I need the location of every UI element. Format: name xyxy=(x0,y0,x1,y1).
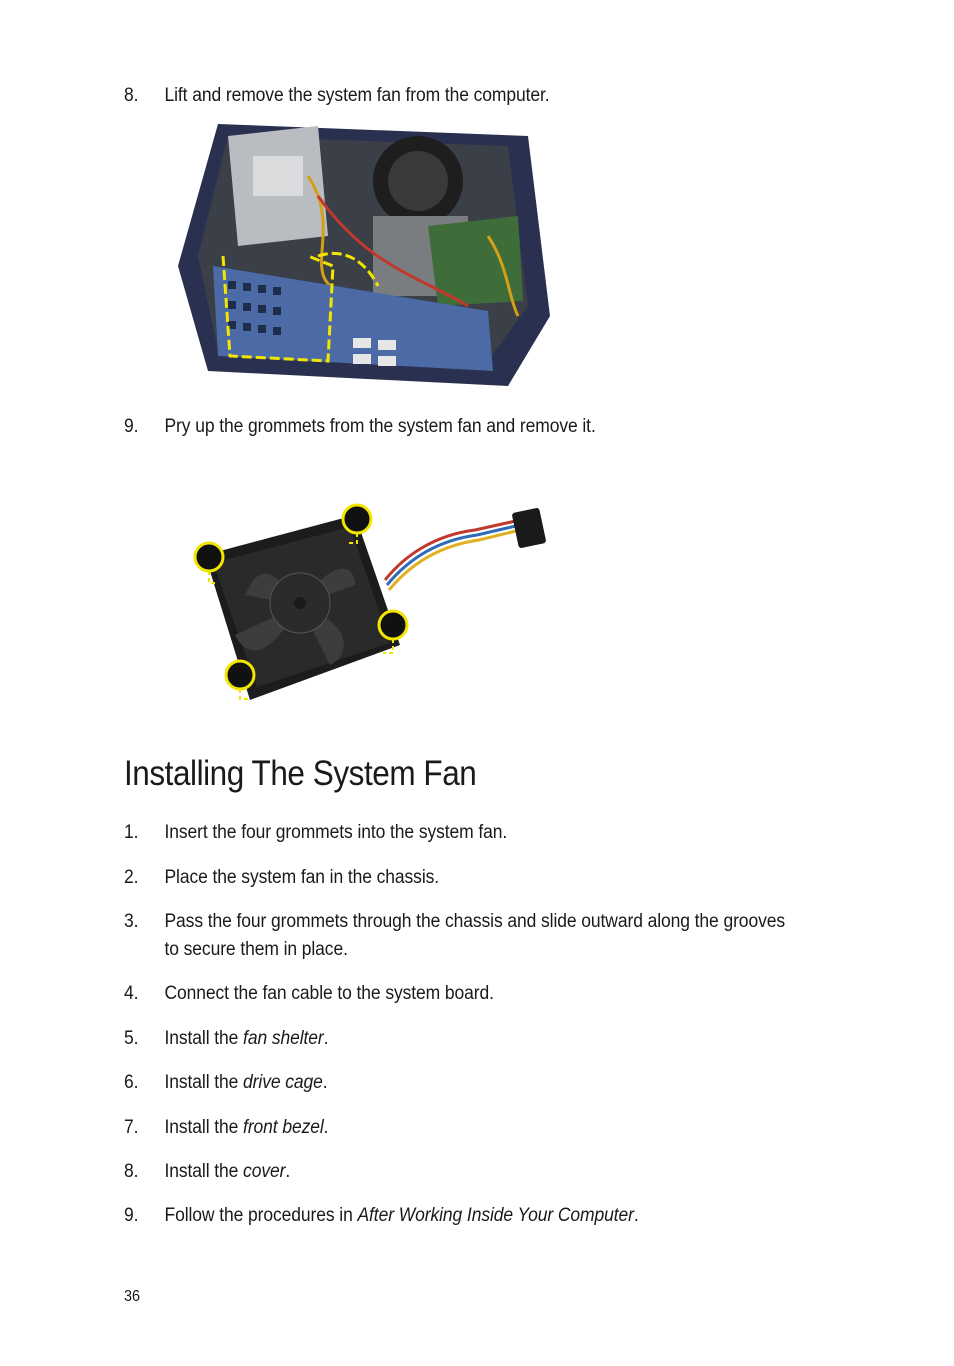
after-working-inside-link[interactable]: After Working Inside Your Computer xyxy=(357,1205,634,1226)
install-step-3 xyxy=(124,908,786,964)
install-step-6 xyxy=(124,1069,786,1097)
step-number: 9. xyxy=(124,1205,139,1226)
step-suffix: . xyxy=(323,1117,329,1138)
step-prefix: Install the xyxy=(164,1117,244,1138)
step-text xyxy=(164,1114,786,1142)
step-text: Connect the fan cable to the system board. xyxy=(164,983,494,1004)
step-number: 2. xyxy=(124,867,139,888)
step-number: 3. xyxy=(124,911,139,932)
step-suffix: . xyxy=(633,1205,639,1226)
removal-step-8 xyxy=(124,82,786,110)
fan-shelter-link[interactable]: fan shelter xyxy=(243,1028,324,1049)
step-suffix: . xyxy=(285,1161,291,1182)
step-number: 8. xyxy=(124,85,139,106)
cover-link[interactable]: cover xyxy=(243,1161,286,1182)
step-text xyxy=(164,1025,786,1053)
step-suffix: . xyxy=(322,1072,328,1093)
step-text xyxy=(164,1069,786,1097)
step-number: 4. xyxy=(124,983,139,1004)
step-text xyxy=(164,1158,786,1186)
install-step-4 xyxy=(124,980,786,1008)
step-number: 9. xyxy=(124,416,139,437)
install-step-2 xyxy=(124,864,786,892)
removal-step-9 xyxy=(124,413,786,441)
step-number: 1. xyxy=(124,822,139,843)
step-text: Insert the four grommets into the system fan. xyxy=(164,822,508,843)
front-bezel-link[interactable]: front bezel xyxy=(243,1117,324,1138)
chassis-fan-removal-illustration xyxy=(168,116,560,390)
install-step-5 xyxy=(124,1025,786,1053)
step-prefix: Install the xyxy=(164,1028,244,1049)
install-step-1 xyxy=(124,819,786,847)
install-step-9 xyxy=(124,1202,786,1230)
step-number: 7. xyxy=(124,1117,139,1138)
step-number: 5. xyxy=(124,1028,139,1049)
system-fan-grommets-illustration xyxy=(185,495,555,715)
step-text: Pry up the grommets from the system fan and remove it. xyxy=(164,416,596,437)
page-number: 36 xyxy=(124,1288,141,1305)
step-number: 6. xyxy=(124,1072,139,1093)
step-text xyxy=(164,1202,786,1230)
step-prefix: Install the xyxy=(164,1161,244,1182)
step-suffix: . xyxy=(323,1028,329,1049)
step-text: Place the system fan in the chassis. xyxy=(164,867,440,888)
step-text: Pass the four grommets through the chassis and slide outward along the grooves to secure them in place. xyxy=(164,911,786,960)
step-prefix: Install the xyxy=(164,1072,244,1093)
section-title: Installing The System Fan xyxy=(124,754,477,793)
step-text: Lift and remove the system fan from the computer. xyxy=(164,85,550,106)
install-step-8 xyxy=(124,1158,786,1186)
step-number: 8. xyxy=(124,1161,139,1182)
step-prefix: Follow the procedures in xyxy=(164,1205,358,1226)
install-step-7 xyxy=(124,1114,786,1142)
drive-cage-link[interactable]: drive cage xyxy=(243,1072,323,1093)
